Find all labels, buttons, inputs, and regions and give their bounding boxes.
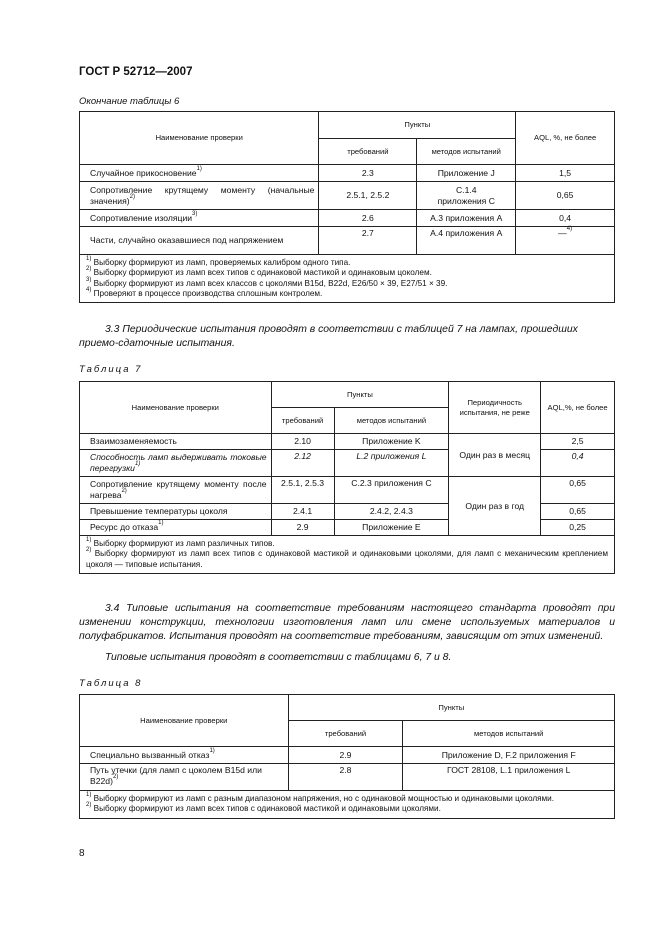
table-row — [80, 210, 615, 227]
row-name: Сопротивление крутящему моменту после нагрева — [90, 479, 267, 500]
table6-caption: Окончание таблицы 6 — [79, 96, 180, 107]
row-aql: 0,4 — [541, 450, 615, 477]
footnote-ref: 2) — [121, 488, 127, 494]
table7-header-meth: методов испытаний — [334, 408, 449, 434]
footnote-ref: 2) — [112, 773, 119, 780]
row-aql: 2,5 — [541, 434, 615, 450]
footnote-ref: 1) — [209, 747, 215, 754]
row-req: 2.5.1, 2.5.3 — [271, 477, 334, 504]
table-row — [80, 165, 615, 182]
table7-header-name: Наименование проверки — [80, 382, 272, 434]
row-meth: L.2 приложения L — [334, 450, 449, 477]
row-name: Ресурс до отказа — [90, 522, 159, 533]
row-name: Взаимозаменяемость — [80, 434, 272, 450]
footnote: $^{2)}$ Выборку формируют из ламп всех типов с одинаковой мастикой и одинаковыми цоколями. — [86, 802, 441, 814]
footnote: $^{4)}$ Проверяют в процессе производства сплошным контролем. — [86, 286, 323, 298]
table8-notes — [80, 791, 615, 819]
period-month: Один раз в месяц — [449, 434, 541, 477]
row-name: Сопротивление изоляции — [90, 212, 193, 223]
row-req: 2.9 — [271, 520, 334, 536]
table-row — [80, 227, 615, 255]
footnote-ref: 1) — [158, 520, 164, 527]
table6-header-name: Наименование проверки — [80, 112, 319, 165]
row-aql: 1,5 — [516, 165, 615, 182]
table8-header-points: Пункты — [288, 695, 614, 721]
row-req: 2.9 — [288, 747, 403, 764]
table7-notes — [80, 536, 615, 574]
row-req: 2.5.1, 2.5.2 — [319, 182, 417, 210]
table7-header-points: Пункты — [271, 382, 449, 408]
row-meth: Приложение Е — [334, 520, 449, 536]
table-row — [80, 477, 615, 504]
footnote: $^{1)}$ Выборку формируют из ламп различных типов. — [86, 537, 275, 548]
row-req: 2.7 — [319, 227, 417, 255]
footnote: $^{2)}$ Выборку формируют из ламп всех типов с одинаковой мастикой и одинаковыми цоколями, для ламп с механическим креплением цоколя — типовые испытания. — [86, 547, 608, 569]
row-meth: А.3 приложения А — [417, 210, 516, 227]
footnote: $^{3)}$ Выборку формируют из ламп всех классов с цоколями B15d, B22d, E26/50 × 39, E27/51 × 39. — [86, 276, 448, 288]
row-aql: 0,65 — [541, 504, 615, 520]
row-meth: С.1.4 приложения С — [417, 182, 516, 210]
table-row — [80, 182, 615, 210]
footnote-ref: 1) — [134, 461, 141, 467]
row-name: Части, случайно оказавшиеся под напряжением — [80, 227, 319, 255]
row-meth: Приложение D, F.2 приложения F — [403, 747, 615, 764]
row-name: Специально вызванный отказ — [90, 749, 210, 760]
table7-header-req: требований — [271, 408, 334, 434]
paragraph-3-4-tables: Типовые испытания проводят в соответствии с таблицами 6, 7 и 8. — [105, 652, 452, 663]
table-row — [80, 764, 615, 791]
footnote-ref: 1) — [196, 165, 202, 172]
table6 — [79, 111, 615, 303]
paragraph-3-3: 3.3 Периодические испытания проводят в соответствии с таблицей 7 на лампах, прошедших приемо-сдаточные испытания. — [79, 324, 578, 349]
table7 — [79, 381, 615, 574]
row-aql: 0,25 — [541, 520, 615, 536]
row-req: 2.10 — [271, 434, 334, 450]
table8-caption: Таблица 8 — [79, 678, 143, 689]
document-header: ГОСТ Р 52712—2007 — [79, 66, 193, 78]
row-aql: 0,65 — [541, 477, 615, 504]
footnote-ref: 2) — [129, 193, 135, 200]
row-req: 2.3 — [319, 165, 417, 182]
table8 — [79, 694, 615, 819]
row-meth: ГОСТ 28108, L.1 приложения L — [403, 764, 615, 791]
row-req: 2.8 — [288, 764, 403, 791]
table-row — [80, 747, 615, 764]
footnote: $^{1)}$ Выборку формируют из ламп, проверяемых калибром одного типа. — [86, 256, 351, 267]
row-aql: 0,4 — [516, 210, 615, 227]
row-meth: А.4 приложения А — [417, 227, 516, 255]
row-meth: Приложение K — [334, 434, 449, 450]
row-name: Сопротивление крутящему моменту (начальные значения) — [90, 184, 315, 206]
table7-caption: Таблица 7 — [79, 364, 143, 375]
row-aql: 0,65 — [516, 182, 615, 210]
table6-notes — [80, 255, 615, 303]
footnote: $^{2)}$ Выборку формируют из ламп всех типов с одинаковой мастикой и одинаковым цоколем. — [86, 266, 432, 278]
row-aql: — — [558, 228, 567, 238]
footnote-ref: 4) — [566, 226, 573, 232]
row-name: Способность ламп выдерживать токовые перегрузки — [90, 452, 267, 473]
table-row — [80, 434, 615, 450]
table6-header-meth: методов испытаний — [417, 139, 516, 165]
paragraph-3-4: 3.4 Типовые испытания на соответствие требованиям настоящего стандарта проводят при изменении конструкции, технологии изготовления ламп или смене используемых материалов и полуфабрикатов. Испытания проводят на соответствие требованиям, зависящим от этих изменений. — [79, 603, 615, 642]
footnote: $^{1)}$ Выборку формируют из ламп с разным диапазоном напряжения, но с одинаковой мощностью и одинаковыми цоколями. — [86, 792, 555, 803]
table8-header-meth: методов испытаний — [403, 721, 615, 747]
row-meth: С.2.3 приложения С — [334, 477, 449, 504]
row-name: Случайное прикосновение — [90, 167, 197, 178]
table6-header-points: Пункты — [319, 112, 516, 139]
table6-header-aql: AQL, %, не более — [516, 112, 615, 165]
table7-header-period: Периодичность испытания, не реже — [449, 382, 541, 434]
row-name: Путь утечки (для ламп с цоколем B15d или B22d) — [90, 765, 262, 786]
table8-header-name: Наименование проверки — [80, 695, 289, 747]
footnote-ref: 3) — [192, 210, 198, 217]
page-number: 8 — [79, 848, 85, 859]
table7-header-aql: AQL,%, не более — [541, 382, 615, 434]
row-req: 2.12 — [271, 450, 334, 477]
table8-header-req: требований — [288, 721, 403, 747]
row-req: 2.4.1 — [271, 504, 334, 520]
row-req: 2.6 — [319, 210, 417, 227]
row-meth: Приложение J — [417, 165, 516, 182]
period-year: Один раз в год — [449, 477, 541, 536]
table6-header-req: требований — [319, 139, 417, 165]
row-meth: 2.4.2, 2.4.3 — [334, 504, 449, 520]
row-name: Превышение температуры цоколя — [80, 504, 272, 520]
